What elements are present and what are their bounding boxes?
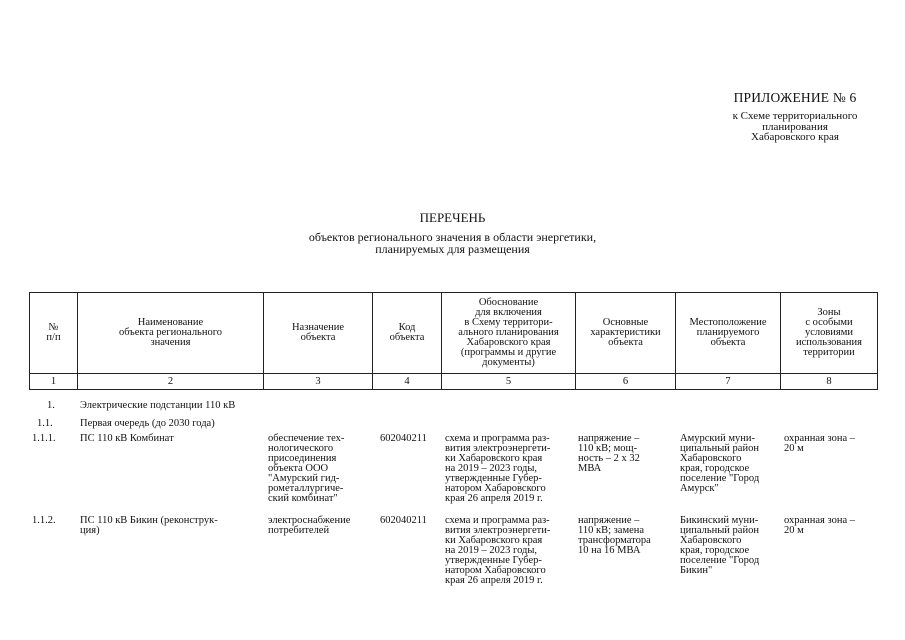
column-index: 6 <box>576 374 676 390</box>
column-header-purpose <box>264 293 373 374</box>
row-basis: схема и программа раз- вития электроэнергети- ки Хабаровского края на 2019 – 2023 годы, утвержденные Губер- натором Хабаровского края 26 апреля 2019 г. <box>445 515 551 586</box>
section-number: 1.1. <box>37 418 53 429</box>
document-title: ПЕРЕЧЕНЬ <box>419 210 486 225</box>
row-purpose: обеспечение тех- нологического присоединения объекта ООО "Амурский гид- рометаллургиче- ский комбинат" <box>268 433 345 504</box>
row-number: 1.1.1. <box>32 433 56 444</box>
appendix-subtitle <box>700 111 890 143</box>
column-header-label: Назначение объекта <box>291 322 345 343</box>
column-header-label: Обоснование для включения в Схему территори- ального планирования Хабаровского края (программы и другие документы) <box>458 297 559 368</box>
table-header <box>29 292 878 390</box>
column-header-label: № п/п <box>46 322 61 343</box>
column-header-label: Код объекта <box>389 322 425 343</box>
column-header-label: Основные характеристики объекта <box>590 317 661 348</box>
row-characteristics: напряжение – 110 кВ; мощ- ность – 2 х 32 МВА <box>578 433 640 474</box>
row-characteristics: напряжение – 110 кВ; замена трансформатора 10 на 16 МВА <box>578 515 651 556</box>
column-index: 4 <box>373 374 442 390</box>
column-index: 1 <box>30 374 78 390</box>
row-code: 602040211 <box>380 433 427 444</box>
section-title: Первая очередь (до 2030 года) <box>80 418 215 429</box>
column-header-code <box>373 293 442 374</box>
appendix-title: ПРИЛОЖЕНИЕ № 6 <box>733 90 857 105</box>
appendix-subtitle-line: к Схеме территориального <box>732 110 858 122</box>
row-name: ПС 110 кВ Комбинат <box>80 433 174 444</box>
column-header-basis <box>442 293 576 374</box>
column-header-label: Местоположение планируемого объекта <box>689 317 767 348</box>
column-index: 5 <box>442 374 576 390</box>
section-title: Электрические подстанции 110 кВ <box>80 400 236 411</box>
column-header-label: Зоны с особыми условиями использования территории <box>796 307 862 358</box>
column-header-characteristics <box>576 293 676 374</box>
column-index: 3 <box>264 374 373 390</box>
row-basis: схема и программа раз- вития электроэнергети- ки Хабаровского края на 2019 – 2023 годы, утвержденные Губер- натором Хабаровского края 26 апреля 2019 г. <box>445 433 551 504</box>
row-purpose: электроснабжение потребителей <box>268 515 351 536</box>
row-location: Амурский муни- ципальный район Хабаровского края, городское поселение "Город Амурск" <box>680 433 760 494</box>
document-subtitle <box>0 232 905 255</box>
column-index: 7 <box>676 374 781 390</box>
row-code: 602040211 <box>380 515 427 526</box>
column-header-location <box>676 293 781 374</box>
appendix-subtitle-line: Хабаровского края <box>751 131 839 143</box>
document-subtitle-line: планируемых для размещения <box>375 241 530 256</box>
row-location: Бикинский муни- ципальный район Хабаровского края, городское поселение "Город Бикин" <box>680 515 760 576</box>
appendix-subtitle-line: планирования <box>762 120 828 133</box>
document-subtitle-line: объектов регионального значения в области энергетики, <box>308 230 597 244</box>
row-zones: охранная зона – 20 м <box>784 433 855 454</box>
column-header-zones <box>781 293 878 374</box>
row-name: ПС 110 кВ Бикин (реконструк- ция) <box>80 515 218 536</box>
column-header-number <box>30 293 78 374</box>
row-zones: охранная зона – 20 м <box>784 515 855 536</box>
column-index: 8 <box>781 374 878 390</box>
section-number: 1. <box>47 400 55 411</box>
column-header-name <box>78 293 264 374</box>
row-number: 1.1.2. <box>32 515 56 526</box>
column-header-label: Наименование объекта регионального значения <box>118 317 223 348</box>
column-index: 2 <box>78 374 264 390</box>
